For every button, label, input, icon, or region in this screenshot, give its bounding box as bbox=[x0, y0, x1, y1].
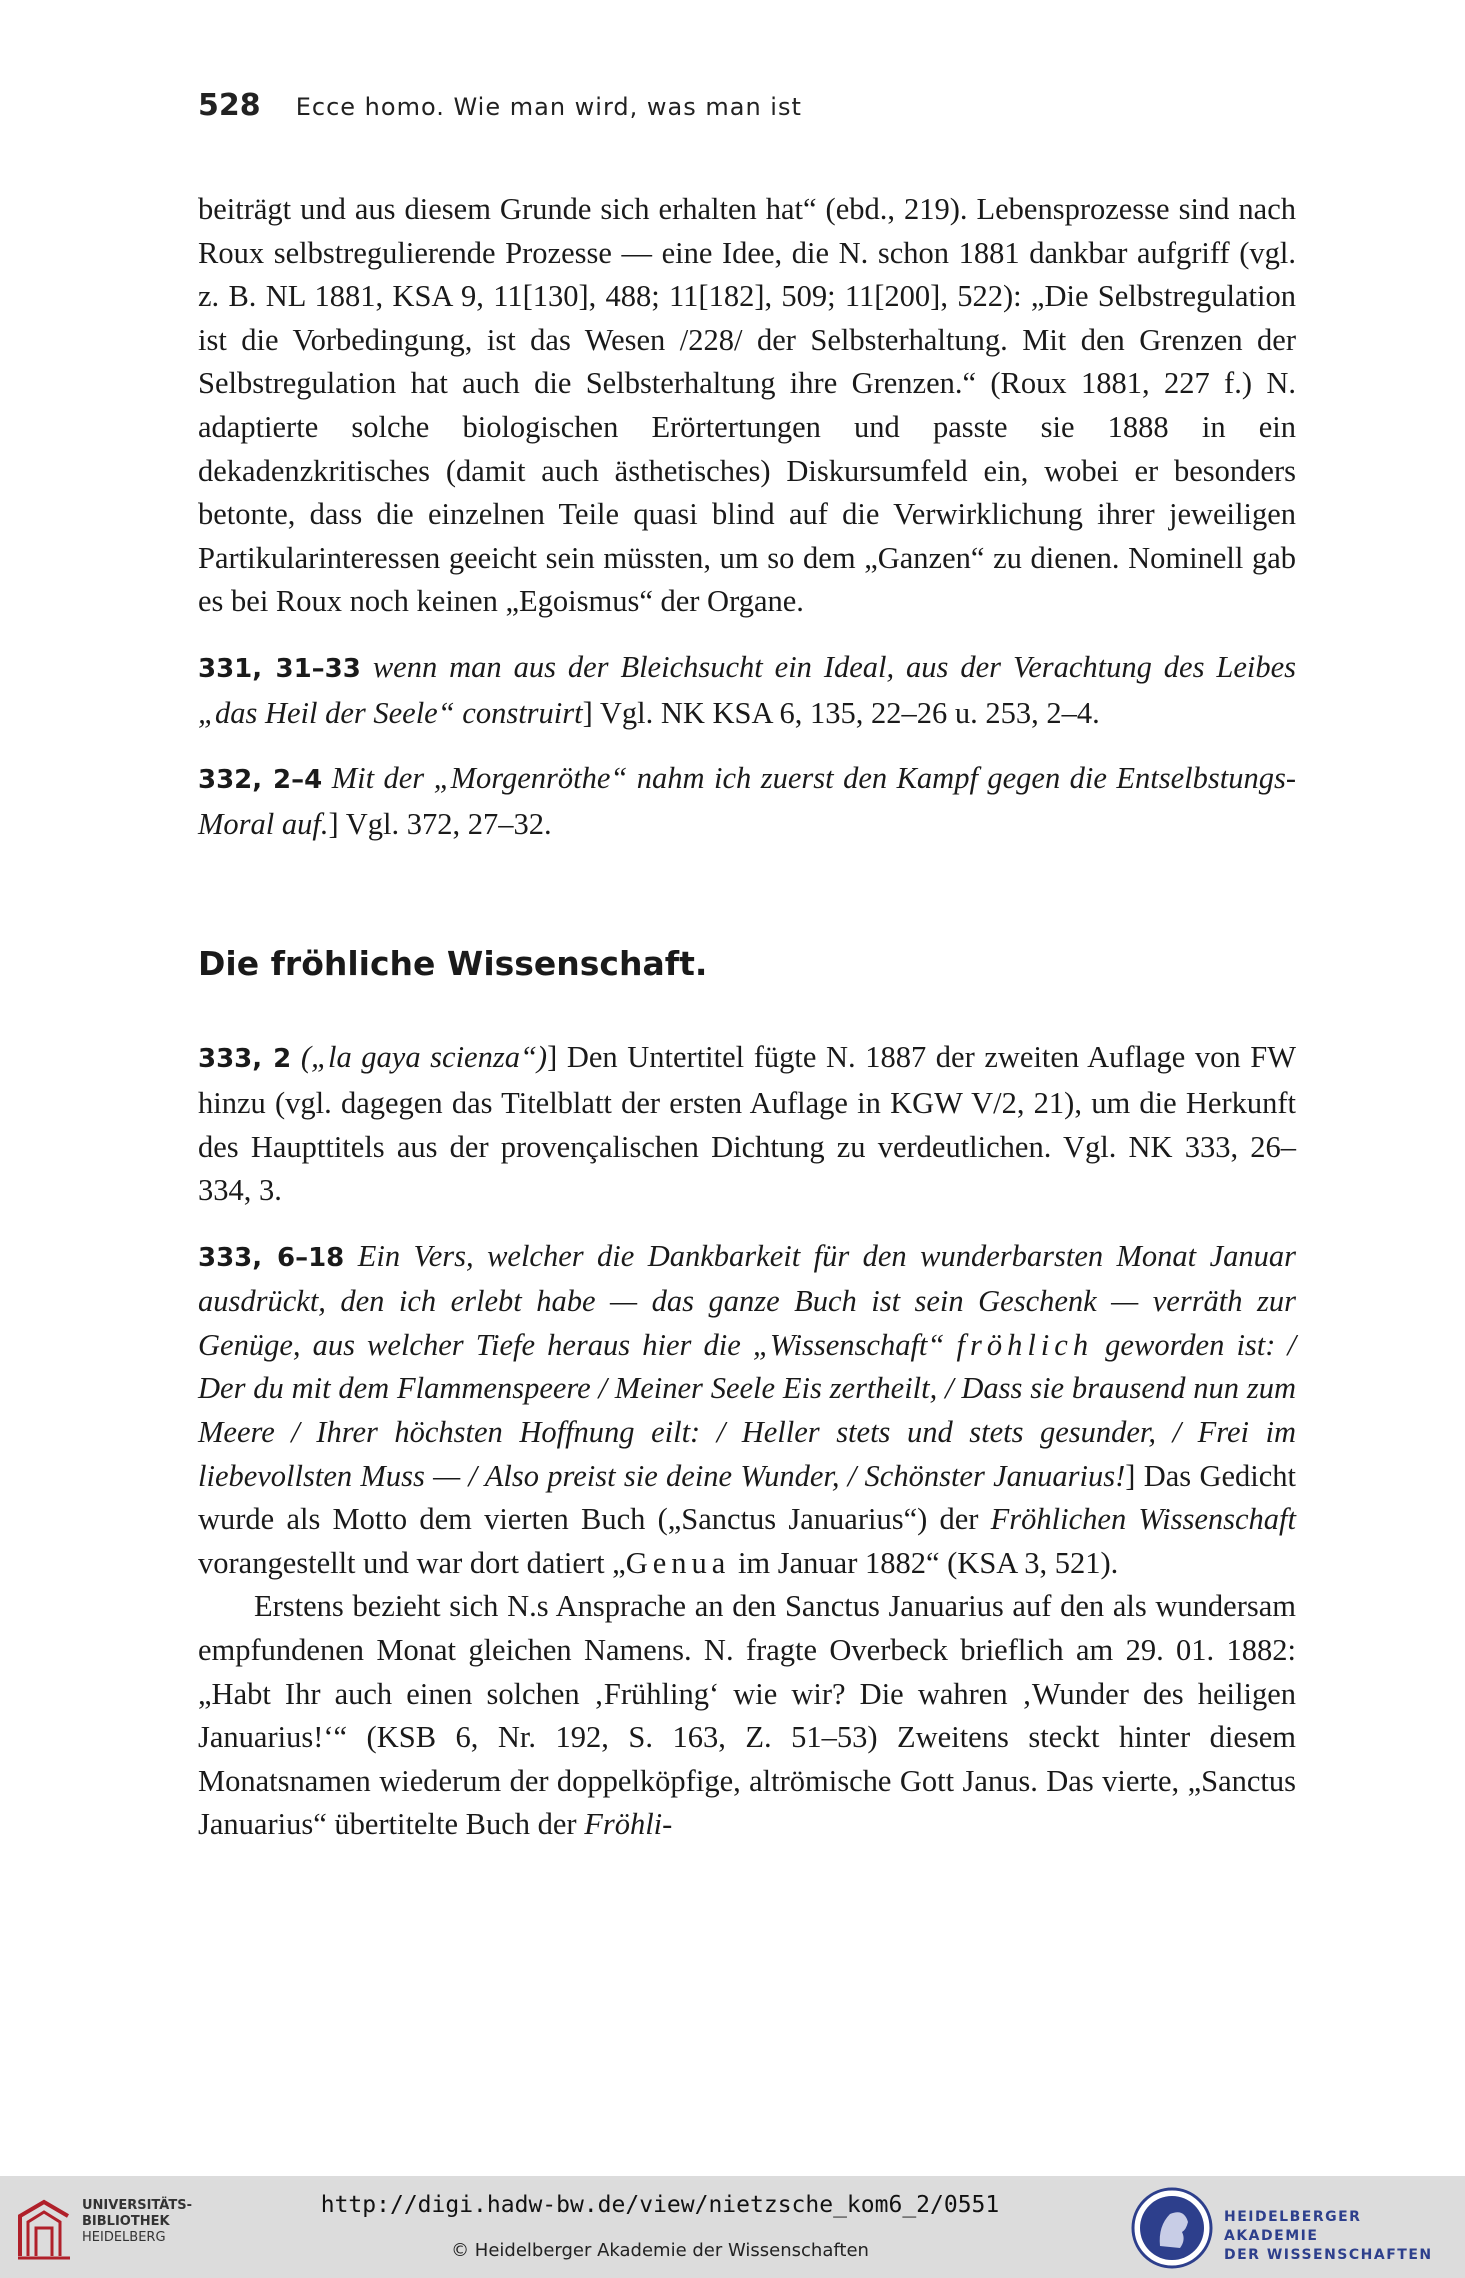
lemma-continued: geworden ist: / Der du mit dem Flammenspeere / Meiner Seele Eis zertheilt, / Dass sie brausend nun zum Meere / Ihrer höchsten Hoffnung eilt: / Heller stets und stets gesunder, / Frei im liebevollsten Muss — / Also preist sie deine Wunder, / Schönster Januarius! bbox=[198, 1327, 1297, 1493]
line-reference: 333, 6–18 bbox=[198, 1242, 345, 1273]
commentary: ] Vgl. NK KSA 6, 135, 22–26 u. 253, 2–4. bbox=[582, 695, 1100, 730]
commentary: ] Den Untertitel fügte N. 1887 der zweiten Auflage von FW hinzu (vgl. dagegen das Titelblatt der ersten Auflage in KGW V/2, 21), um die Herkunft des Haupttitels aus der provençalischen Dichtung zu verdeutlichen. Vgl. NK 333, 26–334, 3. bbox=[198, 1040, 1297, 1208]
commentary-continued: vorangestellt und war dort datiert „ bbox=[198, 1545, 626, 1580]
ub-heidelberg-logo[interactable] bbox=[14, 2188, 214, 2268]
lemma-spaced: fröhlich bbox=[956, 1327, 1094, 1362]
source-url-link[interactable]: http://digi.hadw-bw.de/view/nietzsche_kom6_2/0551 bbox=[320, 2192, 1000, 2218]
line-reference: 331, 31–33 bbox=[198, 653, 361, 684]
page-number: 528 bbox=[198, 88, 261, 123]
commentary-entry bbox=[198, 757, 1296, 846]
commentary-entry bbox=[198, 1036, 1296, 1212]
footer-bar bbox=[0, 2176, 1465, 2278]
line-reference: 333, 2 bbox=[198, 1044, 292, 1075]
commentary-spaced: Genua bbox=[625, 1545, 731, 1580]
paragraph: beiträgt und aus diesem Grunde sich erhalten hat“ (ebd., 219). Lebensprozesse sind nach Roux selbstregulierende Prozesse — eine Idee, die N. schon 1881 dankbar aufgriff (vgl. z. B. NL 1881, KSA 9, 11[130], 488; 11[182], 509; 11[200], 522): „Die Selbstregulation ist die Vorbedingung, ist das Wesen /228/ der Selbsterhaltung. Mit den Grenzen der Selbstregulation hat auch die Selbsterhaltung ihre Grenzen.“ (Roux 1881, 227 f.) N. adaptierte solche biologischen Erörtertungen und passte sie 1888 in ein dekadenzkritisches (damit auch ästhetisches) Diskursumfeld ein, wobei er besonders betonte, dass die einzelnen Teile quasi blind auf die Verwirklichung ihrer jeweiligen Partikularinteressen geeicht sein müssten, um so dem „Ganzen“ zu dienen. Nominell gab es bei Roux noch keinen „Egoismus“ der Organe. bbox=[198, 192, 1296, 619]
hadw-logo[interactable] bbox=[1130, 2186, 1460, 2270]
copyright-notice: © Heidelberger Akademie der Wissenschaften bbox=[451, 2240, 869, 2261]
line-reference: 332, 2–4 bbox=[198, 765, 323, 796]
page-header bbox=[198, 88, 1298, 128]
commentary-entry bbox=[198, 1235, 1296, 1586]
lemma: Mit der „Morgenröthe“ nahm ich zuerst den Kampf gegen die Entselbstungs-Moral auf. bbox=[198, 761, 1296, 841]
hadw-logo-text: HEIDELBERGER AKADEMIE DER WISSENSCHAFTEN bbox=[1224, 2209, 1433, 2263]
hadw-seal-icon bbox=[1130, 2186, 1214, 2270]
ub-logo-text: UNIVERSITÄTS- BIBLIOTHEK HEIDELBERG bbox=[82, 2198, 192, 2245]
commentary: ] Das Gedicht wurde als Motto dem vierten Buch („Sanctus Januarius“) der bbox=[198, 1458, 1296, 1537]
paragraph-italic: Fröhli- bbox=[584, 1807, 673, 1842]
lemma: („la gaya scienza“) bbox=[300, 1040, 548, 1075]
commentary-italic: Fröhlichen Wissenschaft bbox=[990, 1502, 1296, 1537]
paragraph bbox=[198, 1585, 1296, 1847]
lemma: wenn man aus der Bleichsucht ein Ideal, aus der Verachtung des Leibes „das Heil der Seele“ construirt bbox=[198, 649, 1296, 730]
commentary: ] Vgl. 372, 27–32. bbox=[328, 806, 552, 841]
section-title: Die fröhliche Wissenschaft. bbox=[198, 944, 708, 984]
commentary-entry bbox=[198, 646, 1296, 735]
paragraph-text: Erstens bezieht sich N.s Ansprache an den Sanctus Januarius auf den als wundersam empfundenen Monat gleichen Namens. N. fragte Overbeck brieflich am 29. 01. 1882: „Habt Ihr auch einen solchen ‚Frühling‘ wie wir? Die wahren ‚Wunder des heiligen Januarius!‘“ (KSB 6, Nr. 192, S. 163, Z. 51–53) Zweitens steckt hinter diesem Monatsnamen wiederum der doppelköpfige, altrömische Gott Janus. Das vierte, „Sanctus Januarius“ übertitelte Buch der bbox=[198, 1589, 1296, 1842]
lemma: Ein Vers, welcher die Dankbarkeit für den wunderbarsten Monat Januar ausdrückt, den ich erlebt habe — das ganze Buch ist sein Geschenk — verräth zur Genüge, aus welcher Tiefe heraus hier die „Wissenschaft“ bbox=[198, 1238, 1296, 1362]
commentary-end: im Januar 1882“ (KSA 3, 521). bbox=[730, 1545, 1119, 1580]
ub-logo-icon bbox=[14, 2194, 74, 2264]
main-text bbox=[198, 188, 1296, 1847]
running-title: Ecce homo. Wie man wird, was man ist bbox=[295, 93, 802, 121]
